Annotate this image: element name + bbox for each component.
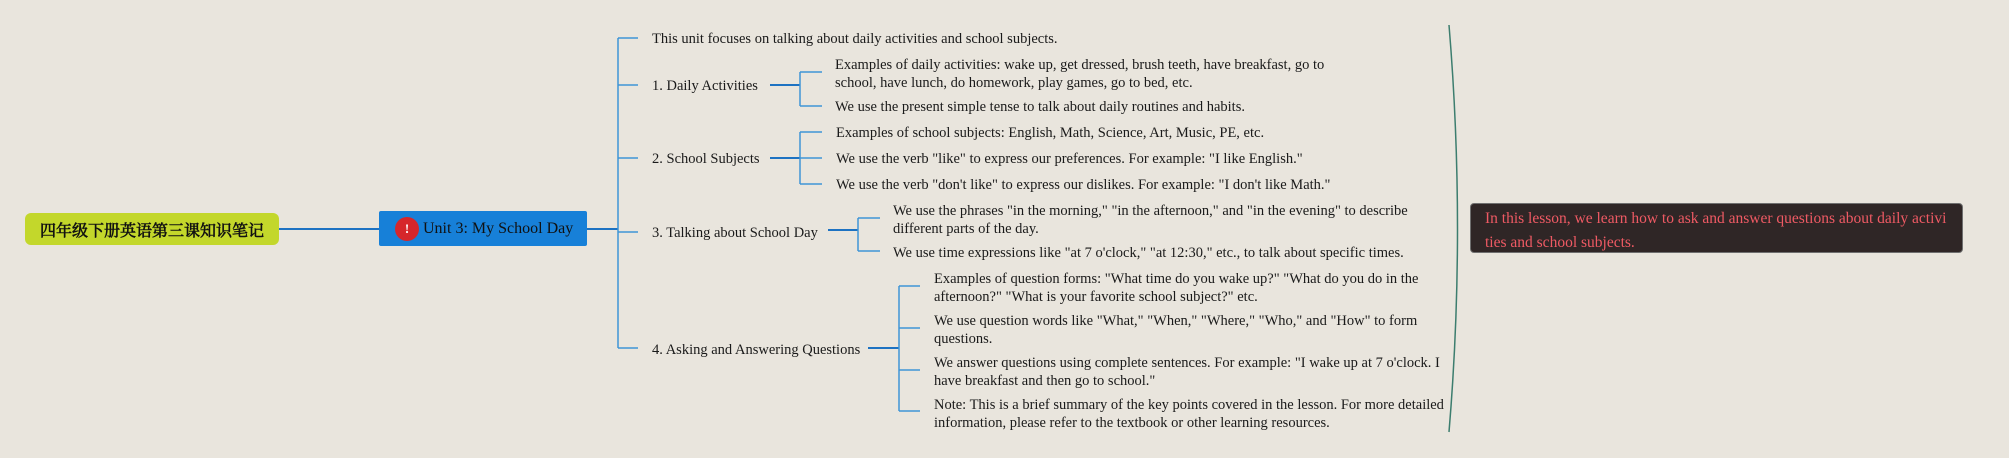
school-subjects-item[interactable]: We use the verb "don't like" to express our dislikes. For example: "I don't like Math." xyxy=(836,177,1331,193)
branch-daily-activities[interactable]: 1. Daily Activities xyxy=(652,78,758,94)
daily-activities-item[interactable]: We use the present simple tense to talk about daily routines and habits. xyxy=(835,99,1245,115)
asking-answering-item[interactable]: Examples of question forms: "What time do you wake up?" "What do you do in the afternoon?" "What is your favorite school subject?" etc. xyxy=(934,271,1419,305)
asking-answering-item[interactable]: We use question words like "What," "When," "Where," "Who," and "How" to form questions. xyxy=(934,313,1418,347)
root-topic[interactable] xyxy=(25,213,279,245)
daily-activities-item[interactable]: Examples of daily activities: wake up, get dressed, brush teeth, have breakfast, go to school, have lunch, do homework, play games, go to bed, etc. xyxy=(835,57,1325,91)
talking-school-day-item[interactable]: We use the phrases "in the morning," "in the afternoon," and "in the evening" to describe different parts of the day. xyxy=(893,203,1408,237)
intro-node[interactable]: This unit focuses on talking about daily activities and school subjects. xyxy=(652,31,1058,47)
talking-school-day-item[interactable]: We use time expressions like "at 7 o'clock," "at 12:30," etc., to talk about specific times. xyxy=(893,245,1404,261)
branch-school-subjects[interactable]: 2. School Subjects xyxy=(652,151,760,167)
alert-icon: ! xyxy=(395,217,419,241)
summary-topic-label: In this lesson, we learn how to ask and answer questions about daily activities and school subjects. xyxy=(1485,210,1947,251)
asking-answering-item[interactable]: We answer questions using complete sentences. For example: "I wake up at 7 o'clock. I have breakfast and then go to school." xyxy=(934,355,1440,389)
school-subjects-item[interactable]: Examples of school subjects: English, Math, Science, Art, Music, PE, etc. xyxy=(836,125,1265,141)
summary-bracket xyxy=(1449,25,1458,432)
unit-topic-label: Unit 3: My School Day xyxy=(423,219,574,237)
branch-asking-answering[interactable]: 4. Asking and Answering Questions xyxy=(652,342,861,358)
summary-topic[interactable] xyxy=(1470,203,1963,253)
unit-topic[interactable] xyxy=(379,211,587,246)
asking-answering-item[interactable]: Note: This is a brief summary of the key points covered in the lesson. For more detailed information, please refer to the textbook or other learning resources. xyxy=(934,397,1444,431)
root-topic-label: 四年级下册英语第三课知识笔记 xyxy=(39,220,264,240)
branch-talking-school-day[interactable]: 3. Talking about School Day xyxy=(652,225,818,241)
school-subjects-item[interactable]: We use the verb "like" to express our preferences. For example: "I like English." xyxy=(836,151,1303,167)
